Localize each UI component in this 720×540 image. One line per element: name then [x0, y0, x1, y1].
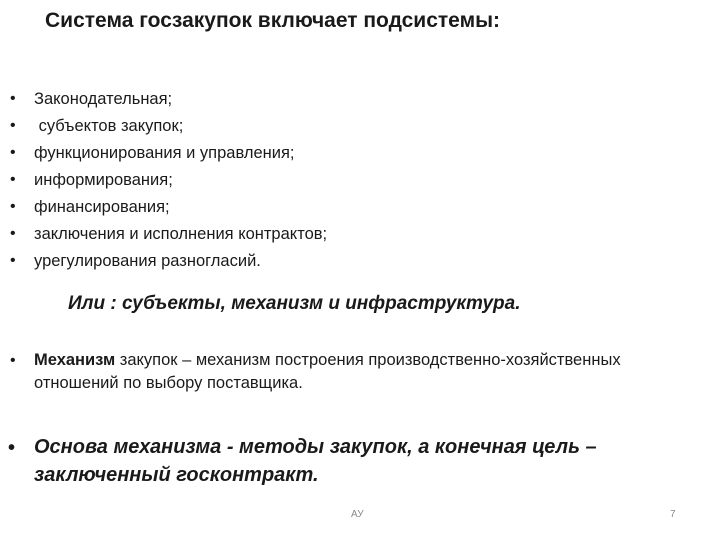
bullet-icon: • [10, 352, 16, 369]
list-item [10, 113, 700, 139]
paragraph-text: Основа механизма - методы закупок, а конечная цель – заключенный госконтракт. [34, 436, 597, 486]
paragraph-rest: закупок – механизм построения производственно-хозяйственных отношений по выбору поставщика. [34, 351, 621, 392]
footer-label: АУ [351, 509, 364, 520]
list-item-text: урегулирования разногласий. [34, 252, 261, 270]
list-item [10, 221, 700, 247]
bullet-icon: • [10, 171, 16, 188]
slide-title: Система госзакупок включает подсистемы: [45, 9, 501, 32]
paragraph-text [34, 349, 700, 395]
list-item-text: функционирования и управления; [34, 144, 295, 162]
bullet-icon: • [10, 198, 16, 215]
bullet-icon: • [10, 144, 16, 161]
list-item-text: Законодательная; [34, 90, 173, 108]
list-item [10, 86, 700, 112]
bullet-icon: • [10, 252, 16, 269]
list-item-text: заключения и исполнения контрактов; [34, 225, 328, 243]
bullet-icon: • [8, 437, 16, 459]
subheading: Или : субъекты, механизм и инфраструктура. [68, 293, 521, 314]
list-item [10, 194, 700, 220]
bold-term: Механизм [34, 351, 116, 369]
bullet-icon: • [10, 90, 16, 107]
bullet-icon: • [10, 117, 16, 134]
list-item [10, 248, 700, 274]
list-item [10, 140, 700, 166]
list-item-text: субъектов закупок; [34, 117, 184, 135]
page-number: 7 [670, 509, 676, 520]
list-item-text: финансирования; [34, 198, 170, 216]
list-item [10, 167, 700, 193]
bullet-icon: • [10, 225, 16, 242]
list-item-text: информирования; [34, 171, 173, 189]
